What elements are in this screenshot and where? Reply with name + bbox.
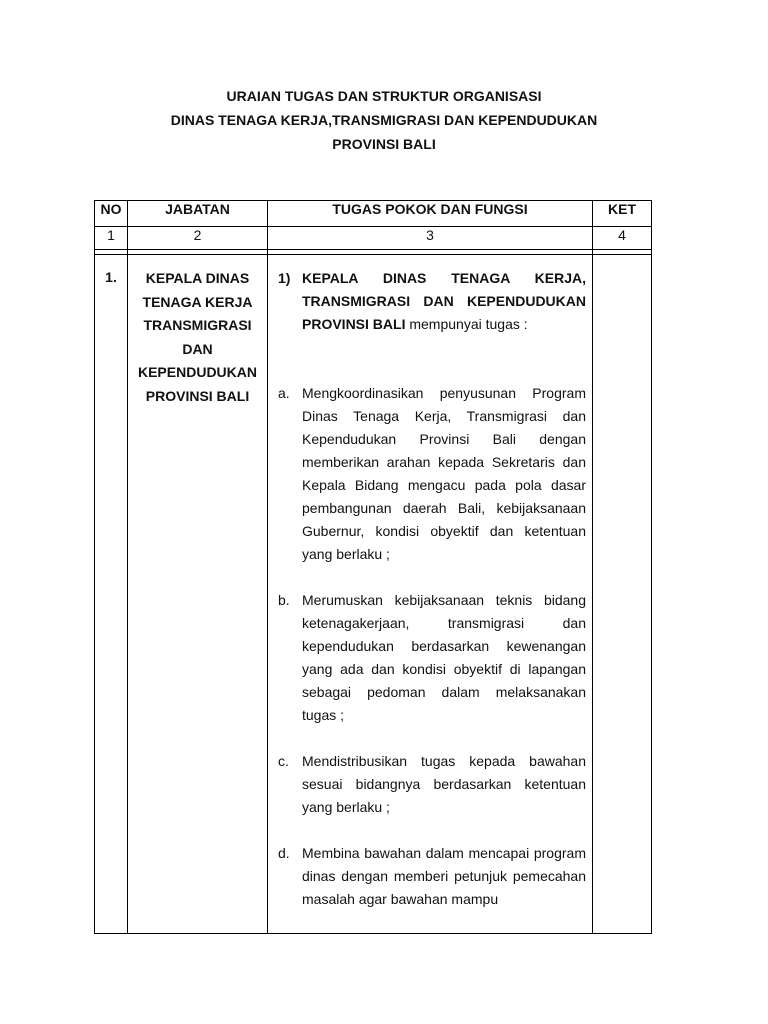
- duty-item-c: c. Mendistribusikan tugas kepada bawahan sesuai bidangnya berdasarkan ketentuan yang berlaku ;: [278, 753, 586, 815]
- colnum-3: 3: [268, 227, 593, 250]
- title-line-2: DINAS TENAGA KERJA,TRANSMIGRASI DAN KEPENDUDUKAN: [170, 112, 598, 128]
- title-line-1: URAIAN TUGAS DAN STRUKTUR ORGANISASI: [226, 88, 542, 104]
- ket-cell: [593, 255, 652, 934]
- colnum-4: 4: [593, 227, 652, 250]
- title-line-3: PROVINSI BALI: [332, 136, 436, 152]
- main-duty-text: mempunyai tugas :: [405, 316, 528, 332]
- jabatan-line: KEPALA DINAS: [145, 270, 250, 286]
- duties-table: [94, 200, 652, 934]
- main-duty: [278, 267, 586, 336]
- jabatan-line: TRANSMIGRASI: [143, 317, 252, 333]
- jabatan-line: PROVINSI BALI: [145, 387, 250, 404]
- colnum-1: 1: [95, 227, 128, 250]
- duty-item-b: b. Merumuskan kebijaksanaan teknis bidang ketenagakerjaan, transmigrasi dan kependudukan berdasarkan kewenangan yang ada dan kondisi obyektif di lapangan sebagai pedoman dalam melaksanakan tugas ;: [278, 592, 586, 723]
- table-header-row: [95, 201, 652, 227]
- header-ket: KET: [593, 201, 652, 227]
- main-duty-title: KEPALA DINAS TENAGA KERJA, TRANSMIGRASI DAN KEPENDUDUKAN PROVINSI BALI: [302, 270, 586, 332]
- jabatan-line: DAN: [182, 340, 213, 357]
- jabatan-cell: [128, 255, 268, 934]
- header-no: NO: [95, 201, 128, 227]
- document-title: [0, 84, 768, 156]
- duty-item-d: d. Membina bawahan dalam mencapai program dinas dengan memberi petunjuk pemecahan masalah agar bawahan mampu: [278, 845, 586, 907]
- colnum-2: 2: [128, 227, 268, 250]
- tugas-cell: [268, 255, 593, 934]
- column-number-row: [95, 227, 652, 250]
- jabatan-line: TENAGA KERJA: [142, 293, 253, 310]
- row-number: 1.: [95, 255, 128, 934]
- table-row: [95, 255, 652, 934]
- header-jabatan: JABATAN: [128, 201, 268, 227]
- main-duty-marker: 1): [278, 270, 291, 286]
- jabatan-line: KEPENDUDUKAN: [137, 364, 257, 380]
- duty-item-a: a. Mengkoordinasikan penyusunan Program Dinas Tenaga Kerja, Transmigrasi dan Kependudukan Provinsi Bali dengan memberikan arahan kepada Sekretaris dan Kepala Bidang mengacu pada pola dasar pembangunan daerah Bali, kebijaksanaan Gubernur, kondisi obyektif dan ketentuan yang berlaku ;: [278, 385, 586, 562]
- header-tugas: TUGAS POKOK DAN FUNGSI: [268, 201, 593, 227]
